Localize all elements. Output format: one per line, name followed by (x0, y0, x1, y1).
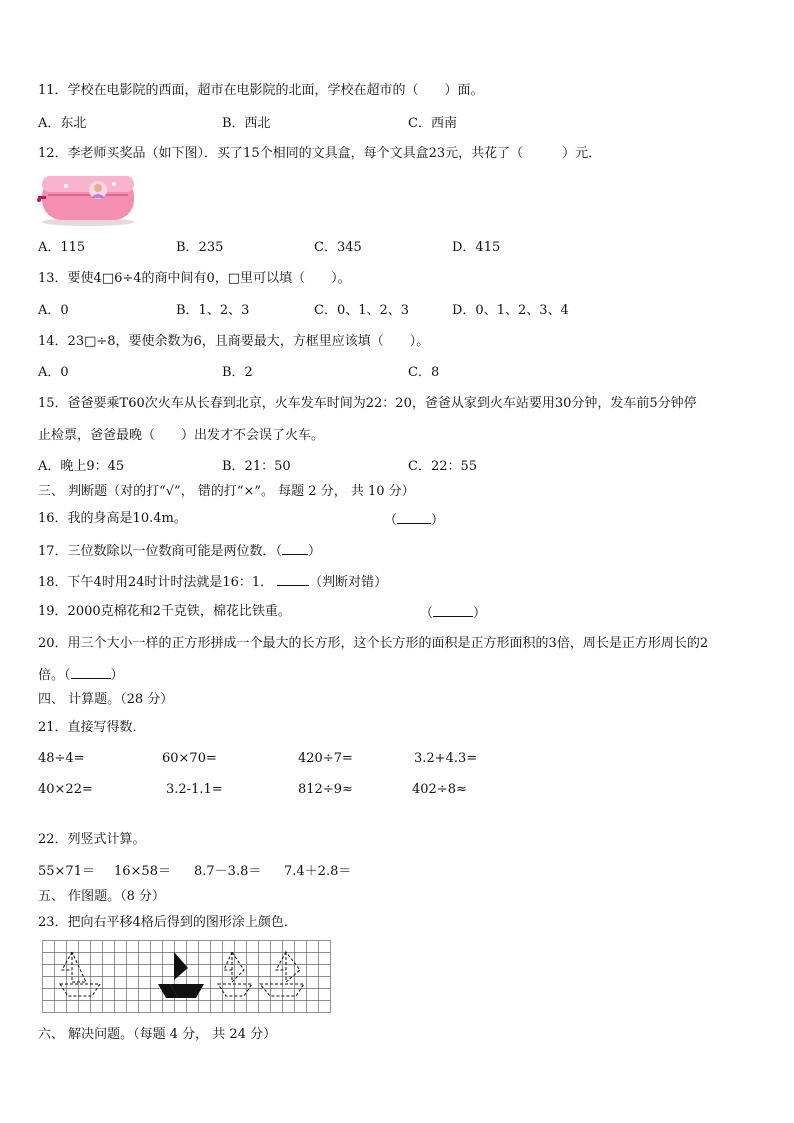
section-4-heading: 四、 计算题。（28 分） (38, 692, 174, 707)
q21-item: 48÷4= (38, 751, 85, 766)
dashed-boat-3 (260, 952, 304, 996)
q17-paren-right: ） (308, 544, 322, 559)
q17-text: 17．三位数除以一位数商可能是两位数．（ (38, 544, 283, 559)
grid-lines (43, 941, 331, 1013)
q13-option-b: B．1、2、3 (176, 303, 250, 318)
dashed-boat-1 (60, 952, 100, 996)
section-3-heading: 三、 判断题（对的打“√”， 错的打“×”。 每题 2 分， 共 10 分） (38, 484, 415, 499)
q16-paren-left: （ (384, 513, 398, 528)
translation-grid-figure (42, 940, 332, 1016)
q22-text: 22．列竖式计算。 (38, 832, 146, 847)
q15-option-b: B．21：50 (222, 459, 291, 474)
q15-text-line2: 止检票，爸爸最晚（ ）出发才不会误了火车。 (38, 428, 325, 443)
q14-option-c: C．8 (408, 365, 440, 380)
q19-paren-right: ） (473, 606, 487, 621)
q18-suffix: （判断对错） (309, 575, 388, 590)
q14-text: 14．23□÷8，要使余数为6，且商要最大，方框里应该填（ ）。 (38, 334, 430, 349)
q21-item: 3.2+4.3= (414, 751, 478, 766)
q16-paren-right: ） (431, 513, 445, 528)
q16-answer-box (384, 511, 444, 529)
q15-option-c: C．22：55 (408, 459, 478, 474)
q18-text: 18．下午4时用24时计时法就是16：1． (38, 575, 274, 590)
q16-answer-blank[interactable] (397, 511, 431, 524)
pencil-case-image (36, 168, 138, 228)
q23-text: 23．把向右平移4格后得到的图形涂上颜色． (38, 915, 297, 930)
q20-prefix: 倍。（ (38, 668, 71, 683)
q13-option-d: D．0、1、2、3、4 (452, 303, 569, 318)
q11-text: 11．学校在电影院的西面，超市在电影院的北面，学校在超市的（ ）面。 (38, 83, 484, 98)
q13-option-c: C．0、1、2、3 (314, 303, 410, 318)
q21-item: 40×22= (38, 782, 93, 797)
q20-answer-blank[interactable] (71, 666, 111, 679)
q17-answer-blank[interactable] (282, 542, 308, 555)
q11-option-b: B．西北 (222, 116, 271, 131)
q12-text: 12．李老师买奖品（如下图）．买了15个相同的文具盒，每个文具盒23元，共花了（ ）元． (38, 146, 602, 161)
q12-option-d: D．415 (452, 240, 501, 255)
q12-option-c: C．345 (314, 240, 362, 255)
q15-text-line1: 15．爸爸要乘T60次火车从长春到北京，火车发车时间为22：20，爸爸从家到火车站要用30分钟，发车前5分钟停 (38, 396, 697, 411)
q22-item: 8.7－3.8＝ (194, 864, 262, 879)
q21-item: 60×70= (162, 751, 217, 766)
q22-item: 16×58＝ (114, 864, 171, 879)
q22-item: 55×71＝ (38, 864, 95, 879)
q12-option-a: A．115 (38, 240, 86, 255)
q13-option-a: A．0 (38, 303, 69, 318)
q20-text-line1: 20．用三个大小一样的正方形拼成一个最大的长方形，这个长方形的面积是正方形面积的3倍，周长是正方形周长的2 (38, 636, 709, 651)
section-6-heading: 六、 解决问题。（每题 4 分， 共 24 分） (38, 1027, 277, 1042)
q20-paren-right: ） (110, 668, 124, 683)
q19-answer-blank[interactable] (433, 604, 473, 617)
section-5-heading: 五、 作图题。（8 分） (38, 889, 166, 904)
q21-item: 402÷8≈ (412, 782, 467, 797)
q19-paren-left: （ (420, 606, 434, 621)
q21-item: 3.2-1.1= (166, 782, 223, 797)
q21-item: 812÷9≈ (298, 782, 353, 797)
q22-item: 7.4＋2.8＝ (284, 864, 352, 879)
q11-option-c: C．西南 (408, 116, 457, 131)
q21-text: 21．直接写得数． (38, 720, 146, 735)
q18-answer-blank[interactable] (277, 573, 309, 586)
dashed-boat-2 (218, 952, 252, 996)
q12-option-b: B．235 (176, 240, 224, 255)
q19-text: 19．2000克棉花和2千克铁，棉花比铁重。 (38, 604, 291, 619)
q21-item: 420÷7= (298, 751, 353, 766)
q14-option-a: A．0 (38, 365, 69, 380)
q19-answer-box (420, 604, 486, 622)
q17-line (38, 542, 321, 560)
q15-option-a: A．晚上9：45 (38, 459, 125, 474)
q20-line2 (38, 666, 124, 684)
q16-text: 16．我的身高是10.4m。 (38, 511, 187, 526)
q14-option-b: B．2 (222, 365, 253, 380)
q11-option-a: A．东北 (38, 116, 87, 131)
q18-line (38, 573, 387, 591)
solid-boat-original (158, 952, 204, 998)
q13-text: 13．要使4□6÷4的商中间有0，□里可以填（ ）。 (38, 271, 351, 286)
